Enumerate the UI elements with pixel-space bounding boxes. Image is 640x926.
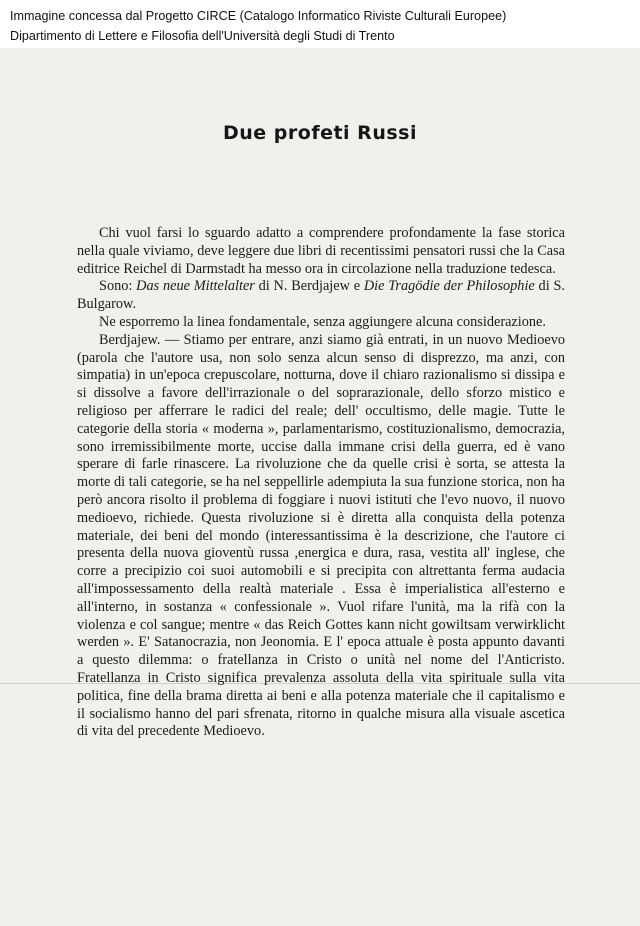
book-title-2: Die Tragödie der Philosophie [363, 278, 535, 295]
books-mid: di N. Berdjajew e [254, 278, 364, 295]
paragraph-method: Ne esporremo la linea fondamentale, senza aggiungere alcuna considerazione. [99, 313, 546, 330]
book-title-1: Das neue Mittelalter [136, 278, 255, 295]
books-end: di S. Bulgarow. [77, 278, 565, 313]
article-title: Due profeti Russi [223, 122, 417, 144]
header-line-2: Dipartimento di Lettere e Filosofia dell'Università degli Studi di Trento [10, 29, 395, 43]
header-banner [0, 0, 640, 48]
paragraph-intro: Chi vuol farsi lo sguardo adatto a comprendere profondamente la fase storica nella quale viviamo, deve leggere due libri di recentissimi pensatori russi che la Casa editrice Reichel di Darmstadt ha messo ora in circolazione nella traduzione tedesca. [77, 225, 565, 277]
header-line-1: Immagine concessa dal Progetto CIRCE (Catalogo Informatico Riviste Culturali Europee) [10, 9, 507, 23]
paragraph-berdjajew: Berdjajew. — Stiamo per entrare, anzi siamo già entrati, in un nuovo Medioevo (parola che l'autore usa, non solo senza alcun senso di disprezzo, ma anzi, con simpatia) in un'epoca crepuscolare, notturna, dove il chiaro razionalismo si dissipa e si dissolve a favore dell'irrazionale o del soprarazionale, dello sforzo mistico e religioso per afferrare le radici del reale; dell' occultismo, delle magie. Tutte le categorie della storia « moderna », parlamentarismo, costituzionalismo, democrazia, sono irremissibilmente morte, uccise dalla immane crisi della guerra, ed è vano sperare di farle rinascere. La rivoluzione che da quelle crisi è sorta, se attesta la morte di tali categorie, se ha nel seppellirle adempiuta la sua funzione storica, non ha però ancora risolto il problema di foggiare i nuovi istituti che l'evo nuovo, il nuovo medioevo, richiede. Questa rivoluzione si è diretta alla conquista della potenza materiale, dei beni del mondo (interessantissima è la descrizione, che l'autore ci presenta della nuova gioventù russa ,energica e dura, rasa, vestita all' inglese, che corre a precipizio coi suoi automobili e si precipita con altrettanta ferma audacia all'impossessamento della realtà materiale . Essa è imperialistica all'esterno e all'interno, in sostanza « confessionale ». Vuol rifare l'unità, ma la rifà con la violenza e col sangue; mentre « das Reich Gottes kann nicht gowiltsam verwirklicht werden ». E' Satanocrazia, non Jeonomia. E l' epoca attuale è posta appunto davanti a questo dilemma: o fratellanza in Cristo o unità nel nome del l'Anticristo. Fratellanza in Cristo significa prevalenza assoluta della vita spirituale sulla vita politica, fine della brama diretta ai beni e alla potenza materiale che il capitalismo e il socialismo hanno del pari sfrenata, ritorno in qualche misura alla visuale ascetica di vita del precedente Medioevo. [77, 331, 565, 740]
books-lead: Sono: [99, 278, 137, 295]
paragraph-books [77, 278, 565, 314]
article-body [77, 225, 565, 741]
